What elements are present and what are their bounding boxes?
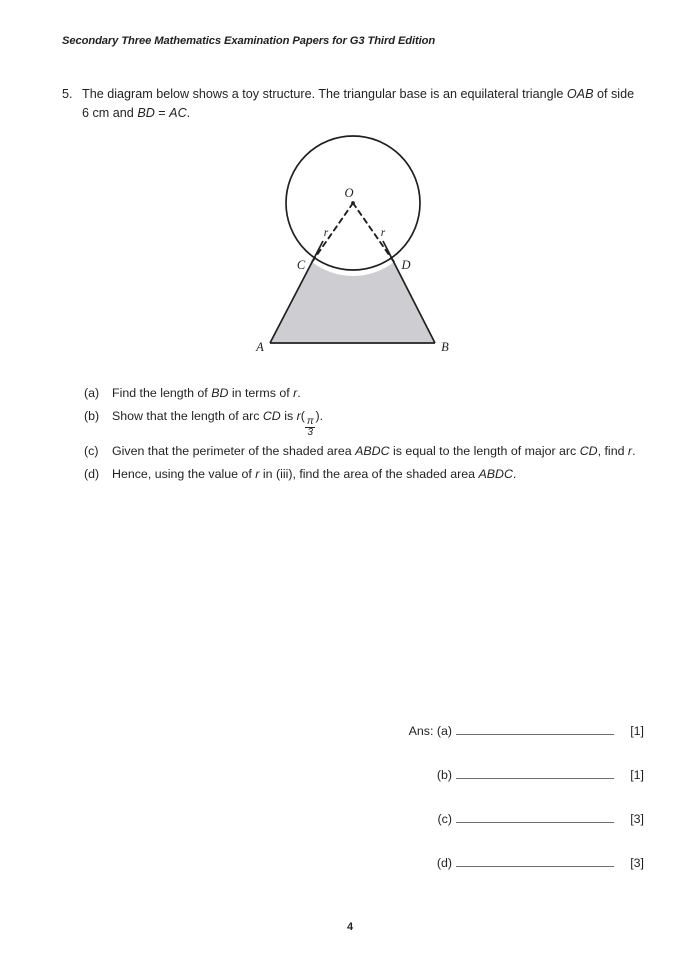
part-text [112, 441, 644, 462]
part-text-segment: is equal to the length of major arc [389, 443, 580, 458]
part-text-segment: r [255, 466, 260, 481]
question-parts-list [84, 383, 644, 487]
question-text-equals: = [154, 106, 170, 120]
part-text-segment: in (iii), find the area of the shaded area [259, 466, 479, 481]
question-text-oab: OAB [566, 87, 594, 101]
question-text-bd: BD [137, 106, 155, 120]
label-radius-left: r [323, 227, 329, 239]
answer-write-in-line[interactable] [456, 822, 614, 823]
answer-label: (d) [436, 856, 452, 870]
part-text-segment: Find the length of [112, 386, 212, 400]
part-text-segment: Hence, using the value of [112, 466, 256, 481]
part-text-segment: . [632, 443, 636, 458]
part-text-segment: r [627, 443, 633, 458]
answer-lines-block [396, 724, 644, 900]
label-c: C [296, 258, 306, 272]
centre-point-dot [351, 201, 355, 205]
toy-structure-diagram [235, 125, 475, 365]
answer-marks: [1] [630, 724, 644, 738]
radius-line-oc [312, 203, 353, 262]
answer-marks: [1] [630, 768, 644, 782]
question-row [62, 85, 642, 123]
question-text [82, 85, 642, 123]
question-part-b [84, 406, 644, 439]
answer-marks: [3] [630, 812, 644, 826]
part-text [112, 383, 644, 404]
question-part-c [84, 441, 644, 462]
part-text-segment: r [293, 386, 298, 400]
answer-write-in-line[interactable] [456, 866, 614, 867]
part-text-segment: CD [262, 409, 281, 423]
part-text [112, 406, 644, 439]
answer-marks: [3] [630, 856, 644, 870]
page-number: 4 [346, 921, 354, 933]
part-text-segment: ). [315, 409, 324, 423]
part-label: (d) [84, 466, 100, 481]
shaded-region-abdc [270, 262, 435, 343]
question-block [62, 85, 642, 123]
label-a: A [256, 340, 264, 354]
question-text-part2: of side 6 cm and [82, 87, 635, 120]
part-text-segment: . [297, 386, 301, 400]
question-text-ac: AC [169, 106, 187, 120]
fraction-numerator: π [306, 415, 314, 427]
question-text-part1: The diagram below shows a toy structure. The triangular base is an equilateral triangle [82, 87, 567, 101]
question-part-a [84, 383, 644, 404]
label-radius-right: r [380, 227, 386, 239]
part-text-segment: r [296, 409, 301, 423]
question-number: 5. [62, 87, 73, 101]
running-header: Secondary Three Mathematics Examination Papers for G3 Third Edition [62, 35, 436, 47]
answer-label: (b) [436, 768, 452, 782]
answer-row [396, 768, 644, 812]
part-text-segment: ABDC [478, 466, 513, 481]
answer-row [396, 856, 644, 900]
answer-label: (c) [437, 812, 452, 826]
label-o: O [344, 186, 354, 200]
question-text-period: . [186, 106, 191, 120]
part-text-segment: Show that the length of arc [112, 409, 263, 423]
label-b: B [441, 340, 449, 354]
answer-row [396, 724, 644, 768]
part-label: (c) [84, 443, 99, 458]
part-text-segment: in terms of [228, 386, 294, 400]
answer-row [396, 812, 644, 856]
part-text-segment: , find [597, 443, 628, 458]
fraction [305, 417, 315, 439]
part-text-segment: Given that the perimeter of the shaded area [112, 443, 356, 458]
label-d: D [401, 258, 411, 272]
question-part-d [84, 464, 644, 485]
part-label: (a) [84, 386, 100, 400]
part-text [112, 464, 644, 485]
part-text-segment: BD [211, 386, 229, 400]
radius-line-od [353, 203, 394, 262]
answer-label: Ans: (a) [408, 724, 452, 738]
part-text-segment: is [280, 409, 297, 423]
part-text-segment: . [512, 466, 517, 481]
answer-write-in-line[interactable] [456, 734, 614, 735]
part-text-segment: ( [300, 409, 305, 423]
part-text-segment: CD [579, 443, 598, 458]
answer-write-in-line[interactable] [456, 778, 614, 779]
fraction-denominator: 3 [307, 427, 314, 439]
part-label: (b) [84, 409, 100, 423]
part-text-segment: ABDC [355, 443, 390, 458]
